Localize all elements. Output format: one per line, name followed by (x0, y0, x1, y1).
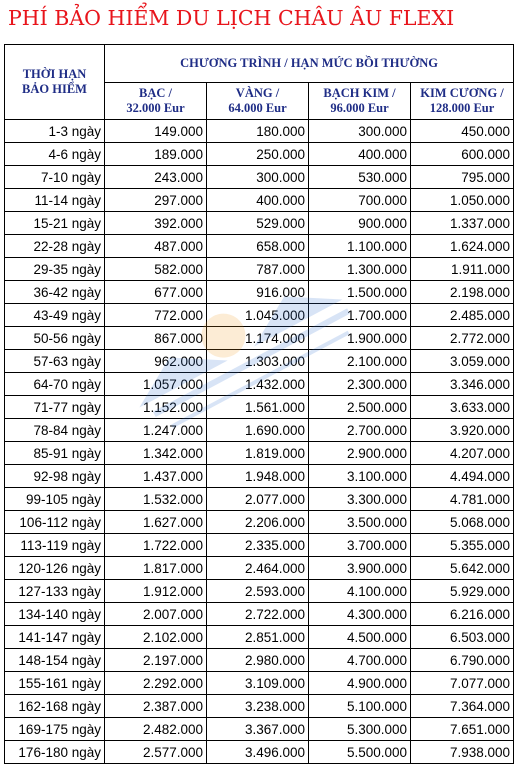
premium-cell: 2.292.000 (105, 672, 207, 695)
premium-cell: 962.000 (105, 350, 207, 373)
table-row (5, 649, 514, 672)
premium-cell: 5.300.000 (309, 718, 411, 741)
period-cell: 106-112 ngày (5, 511, 105, 534)
premium-cell: 5.355.000 (411, 534, 514, 557)
plan-limit: 64.000 Eur (228, 101, 287, 115)
premium-cell: 3.500.000 (309, 511, 411, 534)
premium-cell: 392.000 (105, 212, 207, 235)
period-cell: 43-49 ngày (5, 304, 105, 327)
plan-name: KIM CƯƠNG / (420, 86, 504, 100)
premium-cell: 4.781.000 (411, 488, 514, 511)
period-cell: 1-3 ngày (5, 120, 105, 143)
premium-cell: 900.000 (309, 212, 411, 235)
premium-cell: 4.900.000 (309, 672, 411, 695)
table-row (5, 396, 514, 419)
premium-cell: 7.077.000 (411, 672, 514, 695)
premium-cell: 3.300.000 (309, 488, 411, 511)
table-row (5, 189, 514, 212)
premium-cell: 1.045.000 (207, 304, 309, 327)
premium-cell: 2.577.000 (105, 741, 207, 764)
premium-cell: 3.100.000 (309, 465, 411, 488)
premium-cell: 772.000 (105, 304, 207, 327)
premium-cell: 2.300.000 (309, 373, 411, 396)
premium-cell: 1.174.000 (207, 327, 309, 350)
period-cell: 134-140 ngày (5, 603, 105, 626)
premium-cell: 1.437.000 (105, 465, 207, 488)
table-row (5, 580, 514, 603)
table-row (5, 304, 514, 327)
premium-cell: 3.367.000 (207, 718, 309, 741)
premium-cell: 180.000 (207, 120, 309, 143)
premium-cell: 3.109.000 (207, 672, 309, 695)
table-row (5, 143, 514, 166)
premium-cell: 1.432.000 (207, 373, 309, 396)
plan-header (207, 83, 309, 120)
premium-cell: 2.900.000 (309, 442, 411, 465)
table-row (5, 419, 514, 442)
premium-cell: 2.851.000 (207, 626, 309, 649)
premium-cell: 2.772.000 (411, 327, 514, 350)
table-row (5, 626, 514, 649)
premium-cell: 7.364.000 (411, 695, 514, 718)
premium-cell: 4.207.000 (411, 442, 514, 465)
table-row (5, 488, 514, 511)
period-cell: 148-154 ngày (5, 649, 105, 672)
premium-cell: 3.900.000 (309, 557, 411, 580)
premium-cell: 4.494.000 (411, 465, 514, 488)
premium-cell: 1.911.000 (411, 258, 514, 281)
period-cell: 85-91 ngày (5, 442, 105, 465)
premium-cell: 5.642.000 (411, 557, 514, 580)
premium-cell: 2.593.000 (207, 580, 309, 603)
period-cell: 141-147 ngày (5, 626, 105, 649)
period-cell: 15-21 ngày (5, 212, 105, 235)
premium-cell: 700.000 (309, 189, 411, 212)
premium-cell: 2.485.000 (411, 304, 514, 327)
premium-cell: 2.197.000 (105, 649, 207, 672)
premium-cell: 2.198.000 (411, 281, 514, 304)
premium-cell: 300.000 (207, 166, 309, 189)
period-cell: 50-56 ngày (5, 327, 105, 350)
plan-name: BẠC / (139, 86, 172, 100)
premium-cell: 7.651.000 (411, 718, 514, 741)
plan-name: BẠCH KIM / (323, 86, 396, 100)
premium-cell: 3.346.000 (411, 373, 514, 396)
premium-cell: 529.000 (207, 212, 309, 235)
premium-cell: 2.007.000 (105, 603, 207, 626)
premium-cell: 2.722.000 (207, 603, 309, 626)
premium-cell: 787.000 (207, 258, 309, 281)
premium-cell: 149.000 (105, 120, 207, 143)
plan-name: VÀNG / (235, 86, 280, 100)
premium-cell: 2.100.000 (309, 350, 411, 373)
premium-cell: 1.303.000 (207, 350, 309, 373)
period-cell: 7-10 ngày (5, 166, 105, 189)
premium-cell: 1.300.000 (309, 258, 411, 281)
premium-cell: 677.000 (105, 281, 207, 304)
table-row (5, 741, 514, 764)
premium-cell: 1.624.000 (411, 235, 514, 258)
premium-cell: 6.216.000 (411, 603, 514, 626)
period-cell: 71-77 ngày (5, 396, 105, 419)
premium-cell: 5.100.000 (309, 695, 411, 718)
premium-cell: 2.980.000 (207, 649, 309, 672)
plan-limit: 128.000 Eur (429, 101, 495, 115)
period-cell: 169-175 ngày (5, 718, 105, 741)
premium-cell: 530.000 (309, 166, 411, 189)
premium-cell: 1.532.000 (105, 488, 207, 511)
premium-cell: 3.920.000 (411, 419, 514, 442)
premium-cell: 7.938.000 (411, 741, 514, 764)
period-cell: 176-180 ngày (5, 741, 105, 764)
plan-header (105, 83, 207, 120)
period-cell: 36-42 ngày (5, 281, 105, 304)
premium-cell: 1.561.000 (207, 396, 309, 419)
plan-limit: 32.000 Eur (126, 101, 185, 115)
table-row (5, 465, 514, 488)
premium-cell: 2.482.000 (105, 718, 207, 741)
plan-header (309, 83, 411, 120)
table-row (5, 373, 514, 396)
table-row (5, 534, 514, 557)
table-row (5, 695, 514, 718)
page-title: PHÍ BẢO HIỂM DU LỊCH CHÂU ÂU FLEXI (8, 6, 455, 30)
period-cell: 127-133 ngày (5, 580, 105, 603)
premium-cell: 1.912.000 (105, 580, 207, 603)
premium-cell: 795.000 (411, 166, 514, 189)
premium-cell: 243.000 (105, 166, 207, 189)
premium-cell: 297.000 (105, 189, 207, 212)
table-row (5, 120, 514, 143)
period-header-line: BẢO HIỂM (22, 82, 87, 96)
period-cell: 155-161 ngày (5, 672, 105, 695)
premium-cell: 400.000 (207, 189, 309, 212)
premium-cell: 250.000 (207, 143, 309, 166)
premium-cell: 1.337.000 (411, 212, 514, 235)
premium-cell: 4.500.000 (309, 626, 411, 649)
table-row (5, 166, 514, 189)
premium-cell: 4.100.000 (309, 580, 411, 603)
premium-cell: 1.819.000 (207, 442, 309, 465)
premium-cell: 2.102.000 (105, 626, 207, 649)
table-row (5, 327, 514, 350)
premium-cell: 300.000 (309, 120, 411, 143)
premium-cell: 1.722.000 (105, 534, 207, 557)
premium-cell: 3.633.000 (411, 396, 514, 419)
period-cell: 99-105 ngày (5, 488, 105, 511)
premium-cell: 1.627.000 (105, 511, 207, 534)
premium-cell: 2.464.000 (207, 557, 309, 580)
premium-cell: 2.077.000 (207, 488, 309, 511)
table-row (5, 235, 514, 258)
period-cell: 120-126 ngày (5, 557, 105, 580)
premium-cell: 2.335.000 (207, 534, 309, 557)
table-row (5, 603, 514, 626)
period-cell: 162-168 ngày (5, 695, 105, 718)
premium-cell: 5.500.000 (309, 741, 411, 764)
premium-cell: 658.000 (207, 235, 309, 258)
premium-cell: 400.000 (309, 143, 411, 166)
premium-cell: 6.790.000 (411, 649, 514, 672)
premium-table (4, 44, 514, 764)
premium-cell: 582.000 (105, 258, 207, 281)
table-row (5, 672, 514, 695)
table-row (5, 718, 514, 741)
period-cell: 11-14 ngày (5, 189, 105, 212)
premium-cell: 1.247.000 (105, 419, 207, 442)
table-row (5, 442, 514, 465)
premium-cell: 4.700.000 (309, 649, 411, 672)
premium-cell: 1.342.000 (105, 442, 207, 465)
premium-cell: 3.700.000 (309, 534, 411, 557)
premium-cell: 2.700.000 (309, 419, 411, 442)
plan-limit: 96.000 Eur (330, 101, 389, 115)
period-cell: 57-63 ngày (5, 350, 105, 373)
premium-cell: 1.100.000 (309, 235, 411, 258)
period-cell: 78-84 ngày (5, 419, 105, 442)
premium-cell: 1.690.000 (207, 419, 309, 442)
period-cell: 29-35 ngày (5, 258, 105, 281)
premium-cell: 3.059.000 (411, 350, 514, 373)
premium-cell: 867.000 (105, 327, 207, 350)
premium-cell: 2.206.000 (207, 511, 309, 534)
premium-cell: 1.817.000 (105, 557, 207, 580)
plan-header (411, 83, 514, 120)
premium-cell: 600.000 (411, 143, 514, 166)
period-cell: 92-98 ngày (5, 465, 105, 488)
premium-cell: 5.068.000 (411, 511, 514, 534)
table-row (5, 557, 514, 580)
period-header (5, 45, 105, 120)
premium-cell: 1.050.000 (411, 189, 514, 212)
premium-cell: 2.500.000 (309, 396, 411, 419)
table-row (5, 511, 514, 534)
period-cell: 64-70 ngày (5, 373, 105, 396)
table-row (5, 212, 514, 235)
table-row (5, 350, 514, 373)
premium-cell: 2.387.000 (105, 695, 207, 718)
period-cell: 113-119 ngày (5, 534, 105, 557)
premium-cell: 6.503.000 (411, 626, 514, 649)
premium-cell: 1.500.000 (309, 281, 411, 304)
premium-cell: 3.496.000 (207, 741, 309, 764)
premium-cell: 3.238.000 (207, 695, 309, 718)
premium-cell: 1.057.000 (105, 373, 207, 396)
table-row (5, 258, 514, 281)
period-cell: 22-28 ngày (5, 235, 105, 258)
premium-cell: 5.929.000 (411, 580, 514, 603)
program-header: CHƯƠNG TRÌNH / HẠN MỨC BỒI THƯỜNG (105, 45, 514, 83)
premium-cell: 916.000 (207, 281, 309, 304)
premium-cell: 1.948.000 (207, 465, 309, 488)
period-header-line: THỜI HẠN (22, 67, 87, 81)
premium-cell: 1.900.000 (309, 327, 411, 350)
premium-cell: 450.000 (411, 120, 514, 143)
premium-cell: 487.000 (105, 235, 207, 258)
table-row (5, 281, 514, 304)
period-cell: 4-6 ngày (5, 143, 105, 166)
premium-cell: 4.300.000 (309, 603, 411, 626)
premium-cell: 1.152.000 (105, 396, 207, 419)
premium-cell: 189.000 (105, 143, 207, 166)
premium-cell: 1.700.000 (309, 304, 411, 327)
